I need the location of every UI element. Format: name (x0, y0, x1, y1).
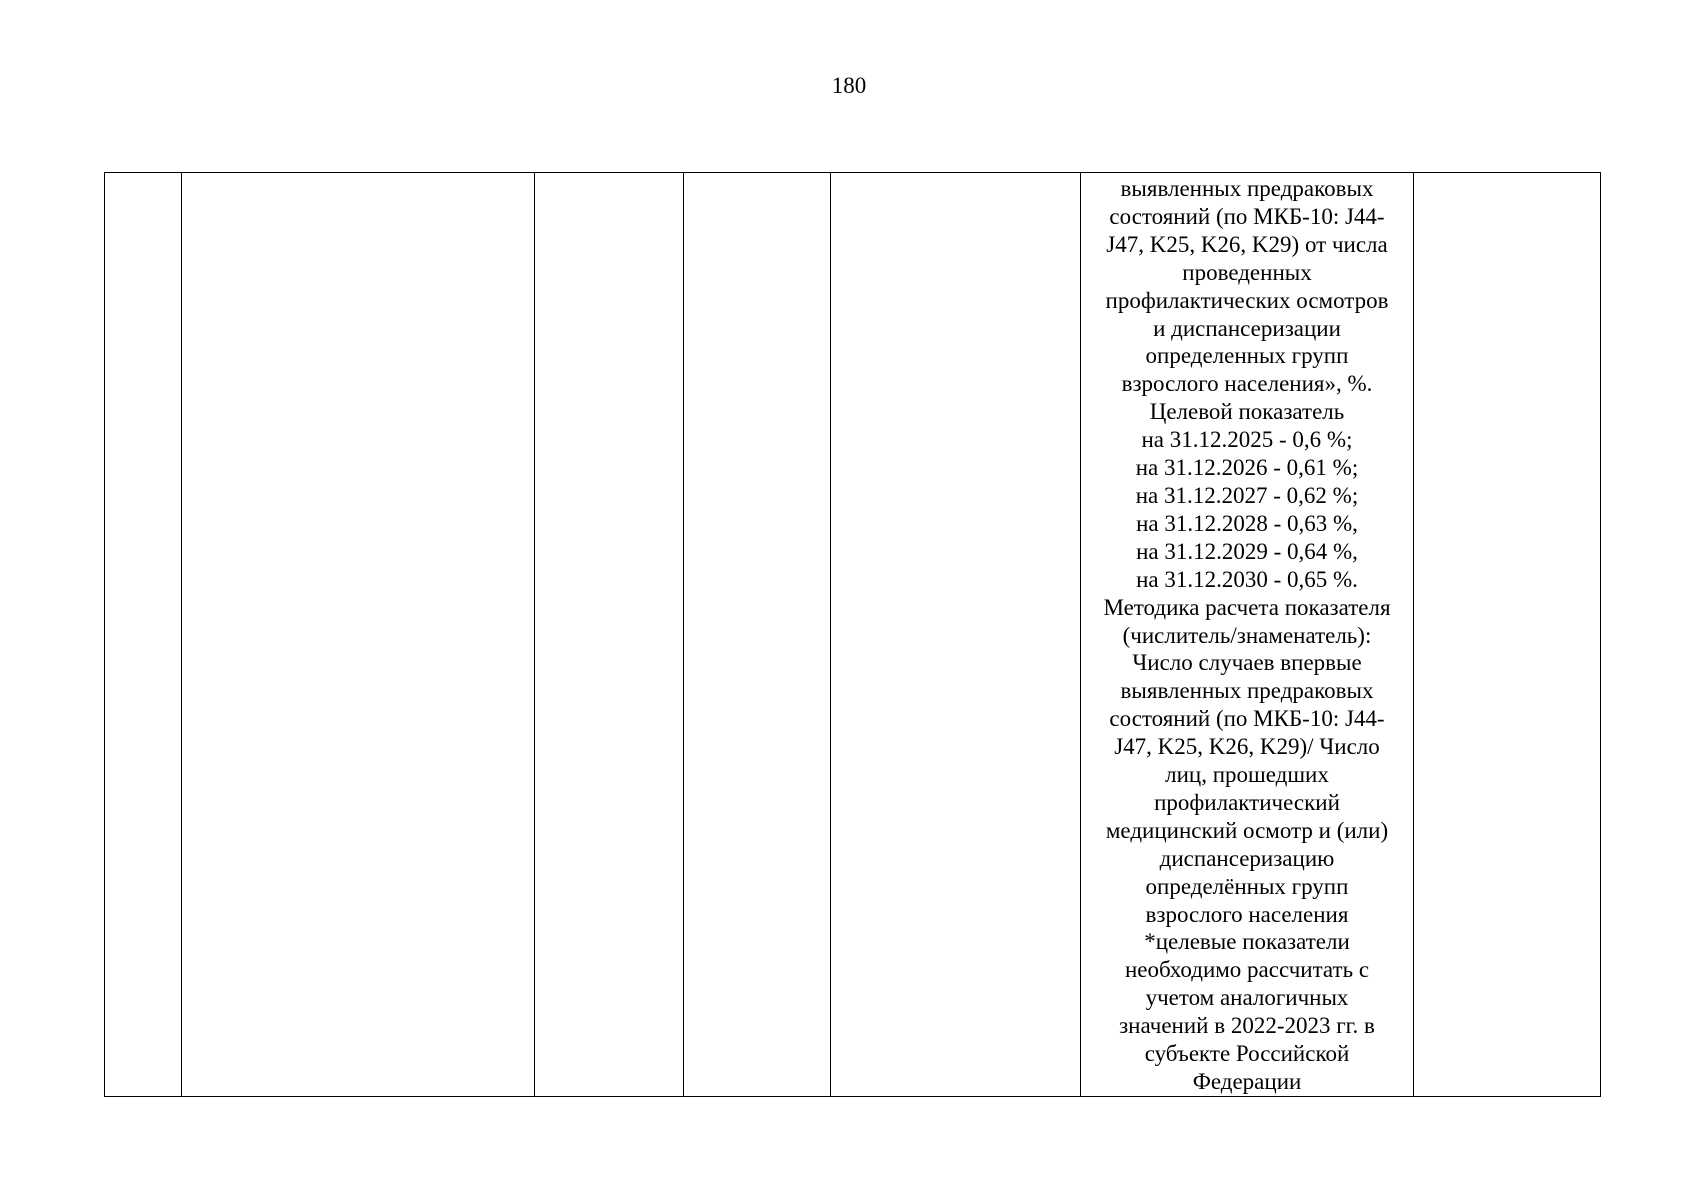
indicator-line: значений в 2022-2023 гг. в (1119, 1013, 1375, 1039)
table-row (105, 173, 1601, 1097)
indicator-line: определенных групп (1145, 343, 1349, 369)
indicator-line: Методика расчета показателя (1103, 594, 1391, 620)
cell-task-name (182, 173, 535, 1097)
indicator-line: на 31.12.2028 - 0,63 %, (1136, 510, 1358, 536)
cell-responsible (831, 173, 1081, 1097)
indicator-line: определённых групп (1145, 873, 1349, 899)
indicator-line: лиц, прошедших (1165, 762, 1329, 788)
indicator-line: на 31.12.2026 - 0,61 %; (1135, 455, 1359, 481)
indicator-line: и диспансеризации (1153, 315, 1341, 341)
indicator-line: взрослого населения (1145, 901, 1349, 927)
indicator-line: выявленных предраковых (1120, 176, 1374, 201)
indicator-line: на 31.12.2027 - 0,62 %; (1135, 482, 1359, 508)
indicator-line: Целевой показатель (1149, 399, 1345, 425)
indicator-line: профилактических осмотров (1105, 287, 1389, 313)
indicator-line: диспансеризацию (1159, 845, 1335, 871)
indicator-line: на 31.12.2029 - 0,64 %, (1136, 538, 1358, 564)
indicator-line: (числитель/знаменатель): (1122, 622, 1372, 648)
cell-end-date (684, 173, 831, 1097)
indicator-line: Число случаев впервые (1132, 650, 1362, 676)
indicator-line: учетом аналогичных (1145, 985, 1349, 1011)
indicator-line: на 31.12.2030 - 0,65 %. (1136, 566, 1358, 592)
indicator-line: J47, K25, K26, K29)/ Число (1114, 734, 1380, 760)
indicator-line: профилактический (1154, 789, 1340, 815)
indicator-text (1081, 173, 1413, 1096)
indicator-line: взрослого населения», %. (1121, 371, 1373, 397)
indicator-line: выявленных предраковых (1120, 678, 1374, 704)
indicator-table (104, 172, 1601, 1097)
page-number: 180 (831, 73, 867, 98)
indicator-line: состояний (по МКБ-10: J44- (1109, 203, 1385, 229)
indicator-line: Федерации (1192, 1069, 1302, 1094)
cell-start-date (535, 173, 684, 1097)
indicator-line: проведенных (1182, 259, 1312, 285)
indicator-line: необходимо рассчитать с (1124, 957, 1370, 983)
indicator-line: *целевые показатели (1144, 929, 1350, 955)
indicator-line: состояний (по МКБ-10: J44- (1109, 706, 1385, 732)
indicator-line: J47, K25, K26, K29) от числа (1106, 231, 1388, 257)
cell-indicator (1081, 173, 1414, 1097)
indicator-line: медицинский осмотр и (или) (1105, 817, 1389, 843)
cell-regular-report (1414, 173, 1601, 1097)
indicator-line: на 31.12.2025 - 0,6 %; (1141, 427, 1353, 453)
indicator-line: субъекте Российской (1144, 1041, 1350, 1067)
cell-number (105, 173, 182, 1097)
